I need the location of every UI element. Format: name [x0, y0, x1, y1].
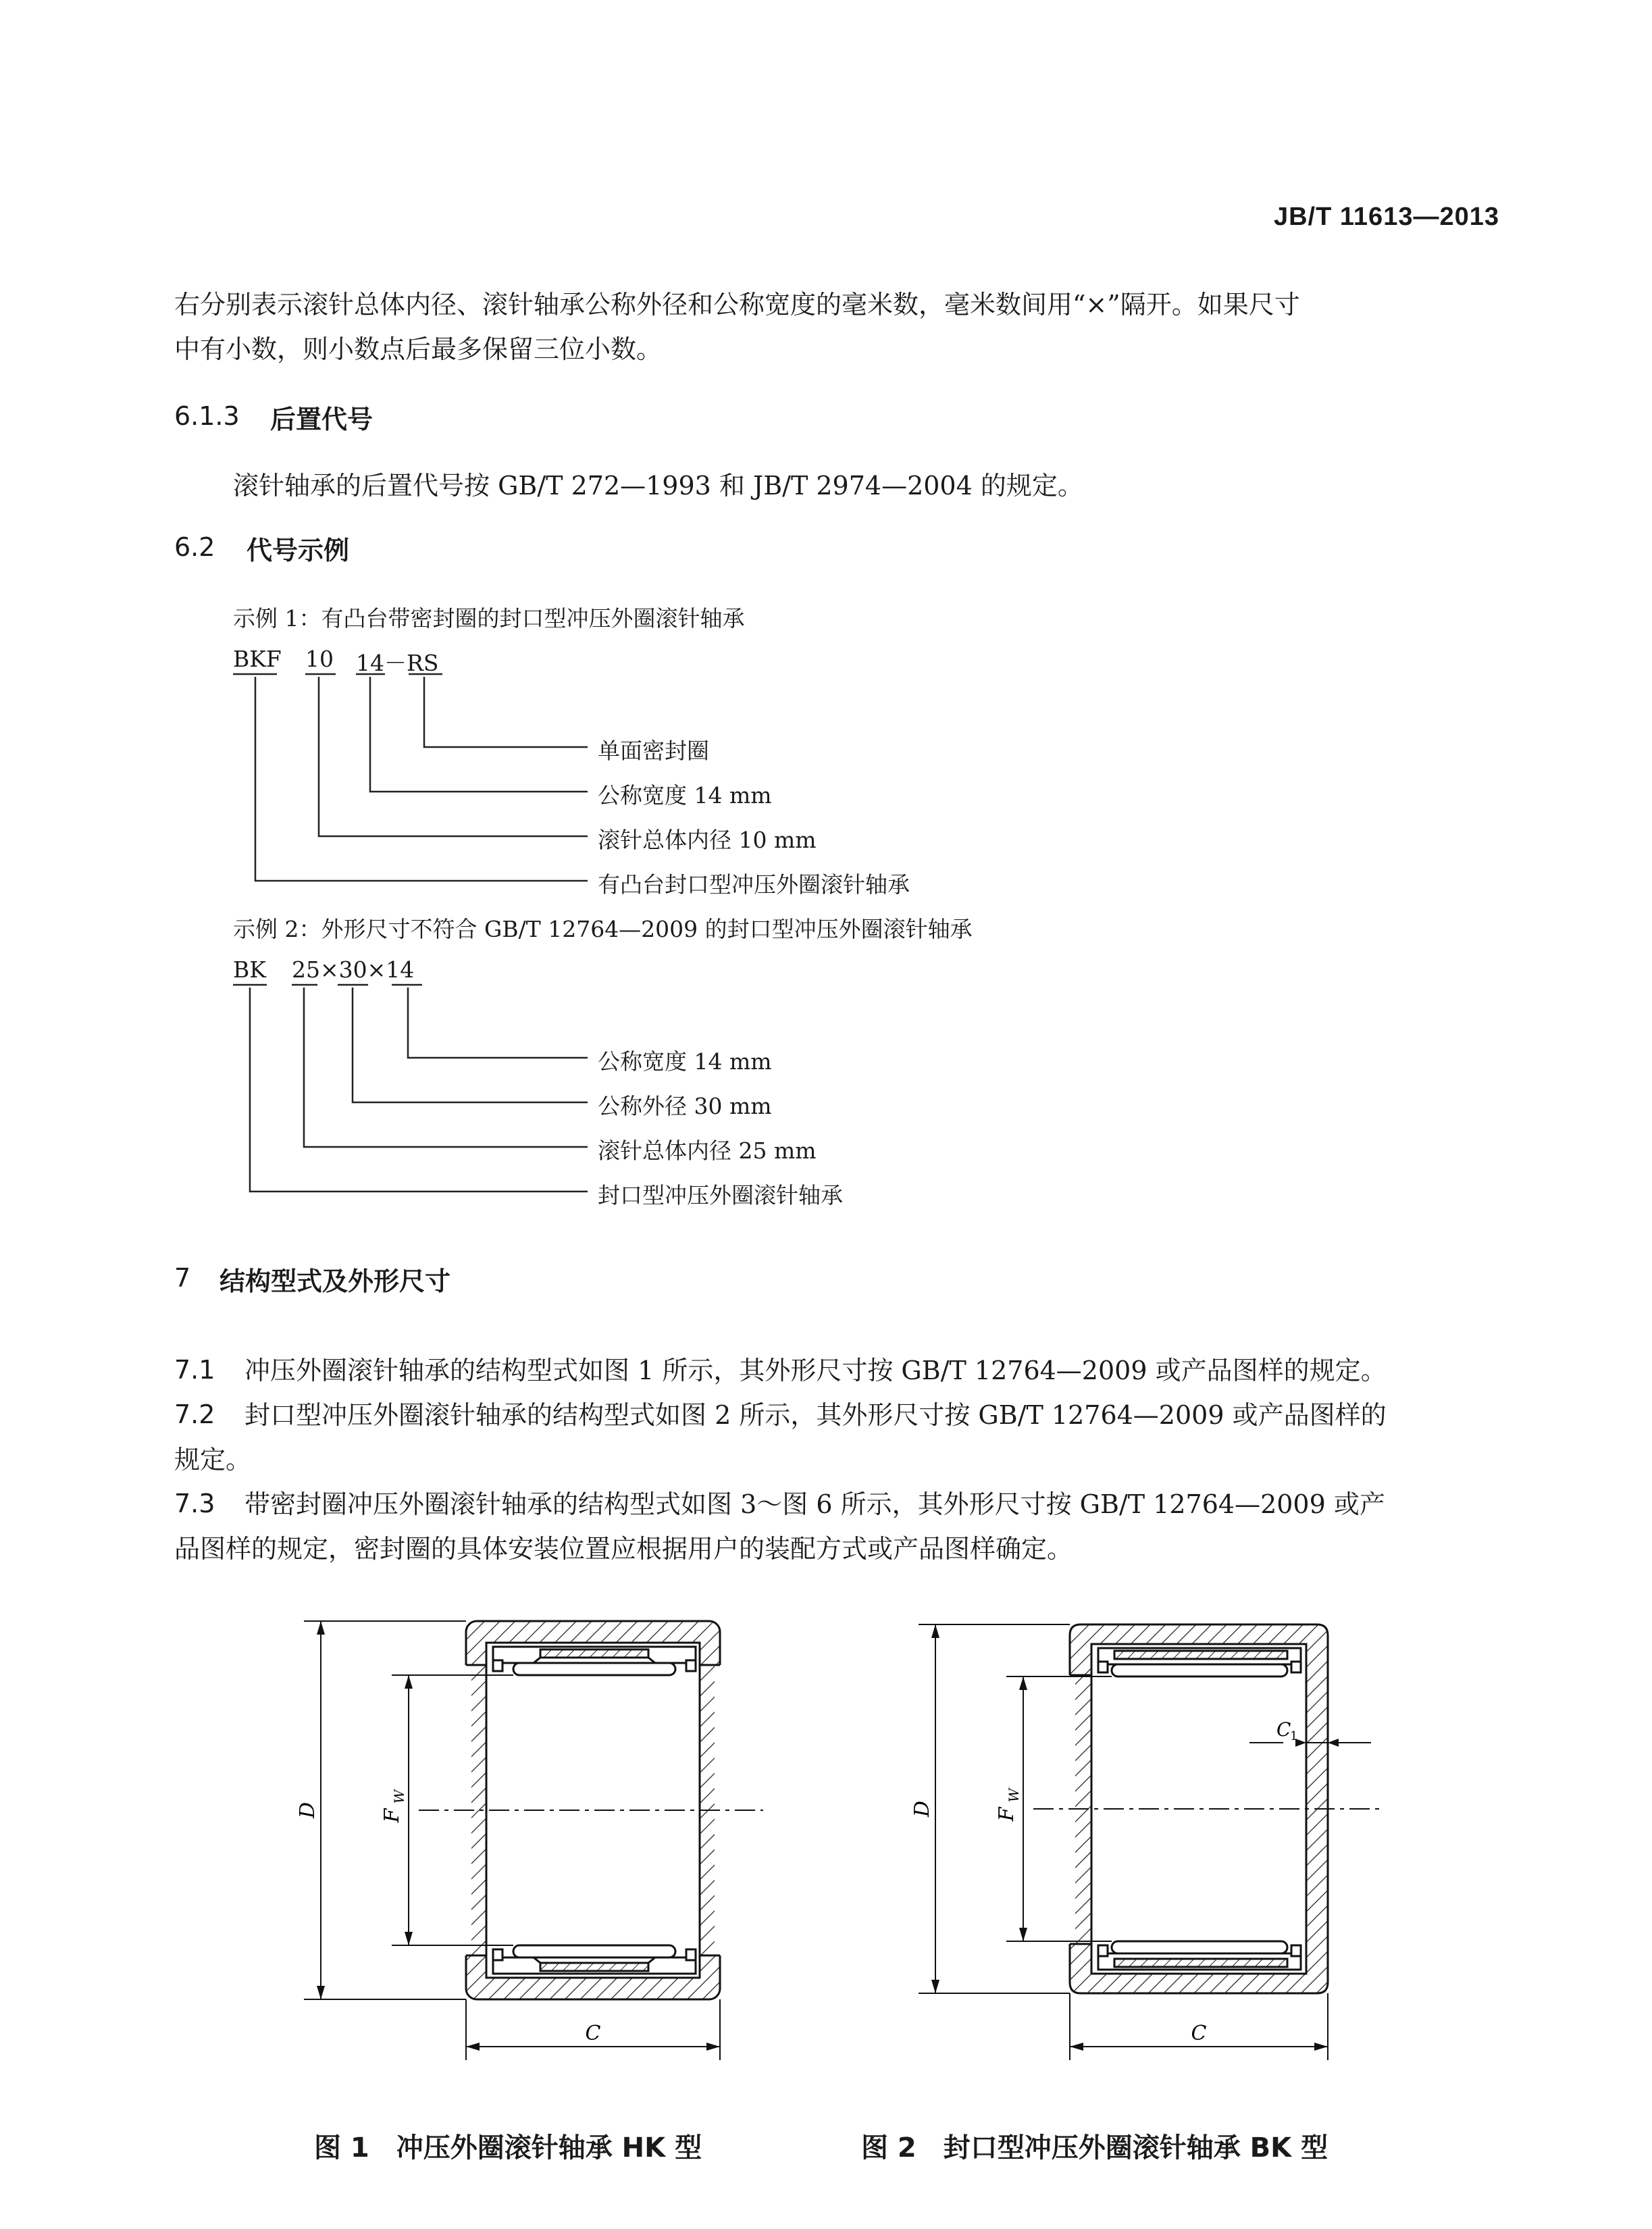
- section-6-1-3-text: 滚针轴承的后置代号按 GB/T 272—1993 和 JB/T 2974—2004 的规定。: [233, 471, 1083, 501]
- figure-2-dim-C: C: [1191, 2022, 1207, 2045]
- figure-1-caption: 图 1 冲压外圈滚针轴承 HK 型: [314, 2132, 702, 2163]
- section-7-3-line-2: 品图样的规定，密封圈的具体安装位置应根据用户的装配方式或产品图样确定。: [174, 1534, 1073, 1564]
- figure-1-dim-F-subscript: W: [391, 1789, 407, 1804]
- example-2-label-type: 封口型冲压外圈滚针轴承: [598, 1182, 843, 1208]
- example-1-title: 示例 1：有凸台带密封圈的封口型冲压外圈滚针轴承: [233, 605, 745, 632]
- example-2-label-outer: 公称外径 30 mm: [598, 1093, 772, 1119]
- section-7-number: 7: [174, 1263, 191, 1293]
- figure-2-dim-D: D: [910, 1800, 934, 1818]
- intro-line-1: 右分别表示滚针总体内径、滚针轴承公称外径和公称宽度的毫米数，毫米数间用“×”隔开。如果尺寸: [174, 290, 1300, 319]
- figure-1-drawing: [290, 1601, 790, 2087]
- example-1-label-bore: 滚针总体内径 10 mm: [598, 827, 817, 853]
- figure-2-caption: 图 2 封口型冲压外圈滚针轴承 BK 型: [861, 2132, 1328, 2163]
- section-6-2-title: 代号示例: [247, 536, 350, 565]
- example-1-code-prefix: BKF: [233, 646, 282, 672]
- section-6-2-number: 6.2: [174, 532, 215, 562]
- section-7-1-number: 7.1: [174, 1355, 215, 1385]
- figure-1-dim-F: F: [380, 1808, 404, 1823]
- document-number: JB/T 11613—2013: [1273, 203, 1499, 231]
- intro-line-2: 中有小数，则小数点后最多保留三位小数。: [174, 334, 663, 364]
- section-7-2-number: 7.2: [174, 1400, 215, 1429]
- figure-2-dim-C1-subscript: 1: [1290, 1729, 1298, 1743]
- example-1-code-diameter: 10: [305, 646, 334, 672]
- figure-2-dim-F: F: [995, 1807, 1018, 1822]
- section-6-1-3-number: 6.1.3: [174, 401, 240, 431]
- example-1-code-width-suffix: 14－RS: [356, 650, 439, 676]
- figure-1-dim-D: D: [296, 1801, 319, 1819]
- figure-2-dim-C1: C: [1276, 1718, 1291, 1741]
- section-7-3-line-1: 带密封圈冲压外圈滚针轴承的结构型式如图 3～图 6 所示，其外形尺寸按 GB/T 12764—2009 或产: [244, 1489, 1385, 1519]
- figure-2-dim-F-subscript: W: [1006, 1788, 1022, 1803]
- figure-1-dim-C: C: [585, 2022, 601, 2045]
- section-7-title: 结构型式及外形尺寸: [220, 1266, 451, 1296]
- example-2-label-bore: 滚针总体内径 25 mm: [598, 1137, 817, 1164]
- example-2-code-prefix: BK: [233, 956, 266, 983]
- figure-2-drawing: [898, 1601, 1412, 2087]
- example-2-code-dimensions: 25×30×14: [292, 956, 415, 983]
- example-1-label-type: 有凸台封口型冲压外圈滚针轴承: [598, 871, 910, 898]
- example-2-title: 示例 2：外形尺寸不符合 GB/T 12764—2009 的封口型冲压外圈滚针轴承: [233, 916, 973, 942]
- example-1-label-seal: 单面密封圈: [598, 738, 709, 764]
- section-6-1-3-title: 后置代号: [270, 405, 373, 434]
- section-7-1-text: 冲压外圈滚针轴承的结构型式如图 1 所示，其外形尺寸按 GB/T 12764—2009 或产品图样的规定。: [244, 1356, 1387, 1385]
- section-7-2-line-1: 封口型冲压外圈滚针轴承的结构型式如图 2 所示，其外形尺寸按 GB/T 12764—2009 或产品图样的: [244, 1400, 1387, 1430]
- example-2-label-width: 公称宽度 14 mm: [598, 1048, 772, 1075]
- section-7-3-number: 7.3: [174, 1489, 215, 1518]
- section-7-2-line-2: 规定。: [174, 1445, 252, 1475]
- example-1-label-width: 公称宽度 14 mm: [598, 782, 772, 809]
